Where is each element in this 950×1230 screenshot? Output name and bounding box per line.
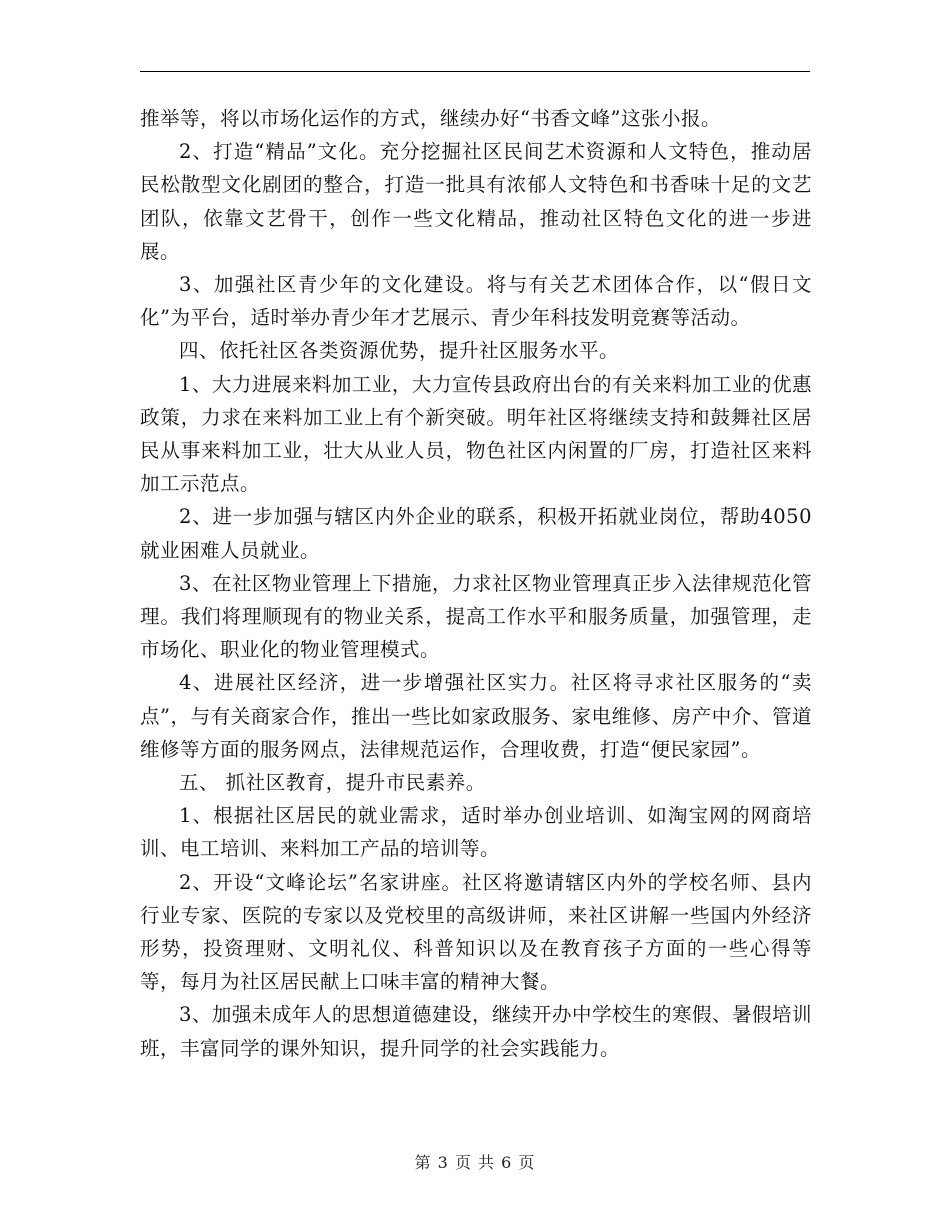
section-heading: 五、 抓社区教育，提升市民素养。 bbox=[179, 771, 486, 795]
paragraph: 3、加强社区青少年的文化建设。将与有关艺术团体合作，以“假日文化”为平台，适时举办青少年才艺展示、青少年科技发明竞赛等活动。 bbox=[140, 273, 812, 330]
footer-suffix: 页 bbox=[518, 1153, 536, 1172]
page-footer bbox=[0, 1151, 950, 1175]
paragraph: 2、开设“文峰论坛”名家讲座。社区将邀请辖区内外的学校名师、县内行业专家、医院的专家以及党校里的高级讲师，来社区讲解一些国内外经济形势，投资理财、文明礼仪、科普知识以及在教育孩子方面的一些心得等等，每月为社区居民献上口味丰富的精神大餐。 bbox=[140, 870, 812, 994]
document-body bbox=[140, 102, 812, 1065]
paragraph: 3、加强未成年人的思想道德建设，继续开办中学校生的寒假、暑假培训班，丰富同学的课外知识，提升同学的社会实践能力。 bbox=[140, 1003, 812, 1060]
header-rule bbox=[140, 71, 810, 72]
paragraph: 3、在社区物业管理上下措施，力求社区物业管理真正步入法律规范化管理。我们将理顺现有的物业关系，提高工作水平和服务质量，加强管理，走市场化、职业化的物业管理模式。 bbox=[140, 571, 812, 662]
paragraph: 1、大力进展来料加工业，大力宣传县政府出台的有关来料加工业的优惠政策，力求在来料加工业上有个新突破。明年社区将继续支持和鼓舞社区居民从事来料加工业，壮大从业人员，物色社区内闲置的厂房，打造社区来料加工示范点。 bbox=[140, 372, 812, 496]
paragraph: 2、进一步加强与辖区内外企业的联系，积极开拓就业岗位，帮助4050就业困难人员就业。 bbox=[140, 505, 812, 562]
current-page-number: 3 bbox=[437, 1153, 449, 1172]
footer-prefix: 第 bbox=[414, 1153, 432, 1172]
paragraph: 4、进展社区经济，进一步增强社区实力。社区将寻求社区服务的“卖点”，与有关商家合作，推出一些比如家政服务、家电维修、房产中介、管道维修等方面的服务网点，法律规范运作，合理收费，打造“便民家园”。 bbox=[140, 671, 812, 761]
total-pages-number: 6 bbox=[501, 1153, 513, 1172]
paragraph: 1、根据社区居民的就业需求，适时举办创业培训、如淘宝网的网商培训、电工培训、来料加工产品的培训等。 bbox=[140, 804, 812, 861]
footer-middle: 页 共 bbox=[454, 1153, 496, 1172]
paragraph: 推举等，将以市场化运作的方式，继续办好“书香文峰”这张小报。 bbox=[140, 107, 721, 130]
section-heading: 四、依托社区各类资源优势，提升社区服务水平。 bbox=[179, 339, 620, 363]
paragraph: 2、打造“精品”文化。充分挖掘社区民间艺术资源和人文特色，推动居民松散型文化剧团的整合，打造一批具有浓郁人文特色和书香味十足的文艺团队，依靠文艺骨干，创作一些文化精品，推动社区特色文化的进一步进展。 bbox=[140, 140, 812, 263]
